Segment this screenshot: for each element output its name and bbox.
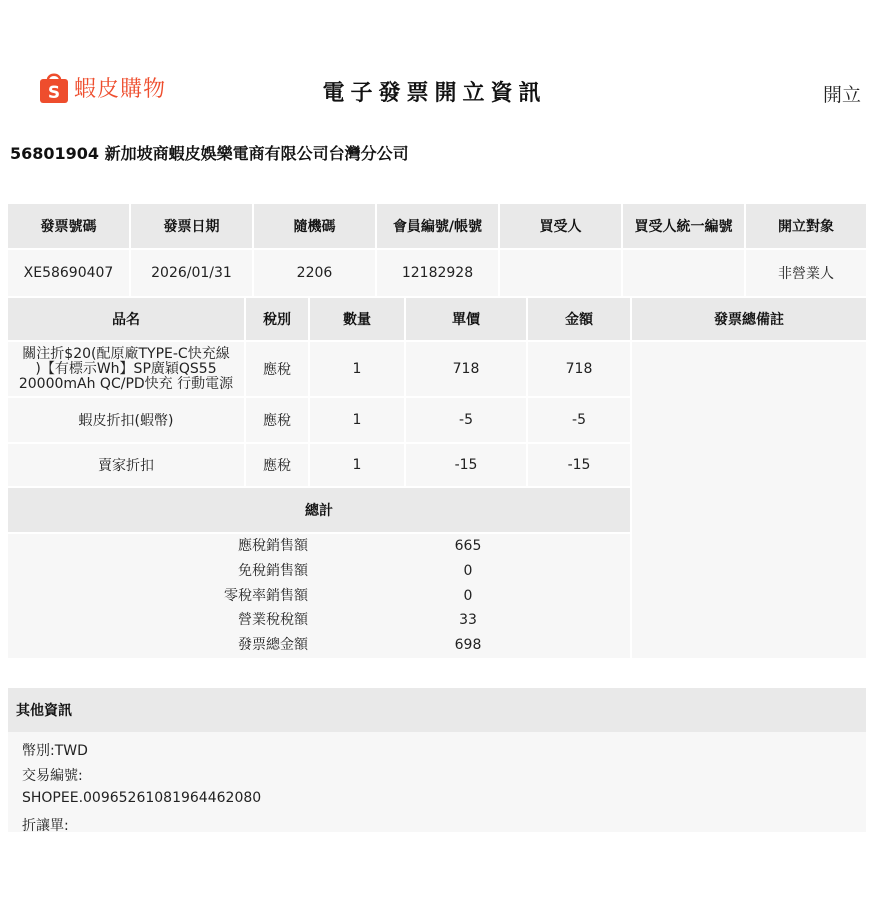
item-tax-type: 應稅: [246, 342, 308, 396]
header-random-code: 隨機碼: [254, 204, 375, 248]
recipient-type: 非營業人: [746, 250, 866, 296]
item-amount: -15: [528, 444, 630, 486]
item-name: 蝦皮折扣(蝦幣): [8, 398, 244, 442]
currency-line: 幣別:TWD: [22, 743, 88, 759]
totals-header: 總計: [8, 488, 630, 532]
logo-text: 蝦皮購物: [74, 76, 167, 102]
totals-block: [8, 534, 630, 658]
item-unit-price: -5: [406, 398, 526, 442]
random-code: 2206: [254, 250, 375, 296]
status-label: 開立: [822, 84, 861, 106]
total-value-taxable: 665: [454, 538, 482, 554]
buyer: [500, 250, 621, 296]
items-table: [8, 298, 866, 658]
header-amount: 金額: [528, 298, 630, 340]
total-label-tax-free: 免稅銷售額: [238, 562, 308, 579]
svg-text:S: S: [47, 83, 61, 103]
other-info-title: 其他資訊: [8, 688, 866, 732]
header-recipient-type: 開立對象: [746, 204, 866, 248]
total-label-taxable: 應稅銷售額: [238, 538, 308, 554]
item-amount: -5: [528, 398, 630, 442]
total-label-tax-amount: 營業稅稅額: [238, 612, 308, 629]
header-unit-price: 單價: [406, 298, 526, 340]
item-unit-price: -15: [406, 444, 526, 486]
page-title: 電子發票開立資訊: [322, 81, 547, 106]
buyer-tax-id: [623, 250, 744, 296]
company-name: 56801904 新加坡商蝦皮娛樂電商有限公司台灣分公司: [10, 144, 409, 163]
transaction-id-label: 交易編號:: [22, 768, 83, 784]
total-label-grand-total: 發票總金額: [238, 637, 308, 654]
header-invoice-date: 發票日期: [131, 204, 252, 248]
item-quantity: 1: [310, 444, 404, 486]
item-tax-type: 應稅: [246, 398, 308, 442]
total-value-tax-free: 0: [463, 562, 473, 579]
item-quantity: 1: [310, 398, 404, 442]
header-buyer: 買受人: [500, 204, 621, 248]
header-quantity: 數量: [310, 298, 404, 340]
total-value-tax-amount: 33: [459, 612, 477, 629]
totals-values: [408, 534, 528, 658]
transaction-id-value: SHOPEE.00965261081964462080: [22, 790, 262, 806]
invoice-info-table: [8, 204, 866, 296]
table-row-item-name: [8, 342, 244, 396]
total-value-grand-total: 698: [454, 637, 482, 654]
other-info-body: [8, 732, 866, 832]
invoice-date: 2026/01/31: [131, 250, 252, 296]
invoice-number: XE58690407: [8, 250, 129, 296]
credit-note-label: 折讓單:: [22, 818, 69, 834]
header-invoice-number: 發票號碼: [8, 204, 129, 248]
header-invoice-remark: 發票總備註: [632, 298, 866, 340]
total-value-zero-rate: 0: [463, 587, 473, 604]
item-name-line: 關注折$20(配原廠TYPE-C快充線: [22, 345, 230, 362]
item-quantity: 1: [310, 342, 404, 396]
item-name-line: )【有標示Wh】SP廣穎QS55: [35, 360, 217, 377]
header-buyer-tax-id: 買受人統一編號: [623, 204, 744, 248]
total-label-zero-rate: 零稅率銷售額: [224, 587, 308, 604]
item-amount: 718: [528, 342, 630, 396]
member-id: 12182928: [377, 250, 498, 296]
item-name: 賣家折扣: [8, 444, 244, 486]
item-name-line: 20000mAh QC/PD快充 行動電源: [18, 375, 234, 392]
totals-labels: [8, 534, 308, 658]
header-member-id: 會員編號/帳號: [377, 204, 498, 248]
header-tax-type: 稅別: [246, 298, 308, 340]
header-item-name: 品名: [8, 298, 244, 340]
item-tax-type: 應稅: [246, 444, 308, 486]
item-unit-price: 718: [406, 342, 526, 396]
page-header: [0, 60, 869, 120]
invoice-remark: [632, 342, 866, 658]
